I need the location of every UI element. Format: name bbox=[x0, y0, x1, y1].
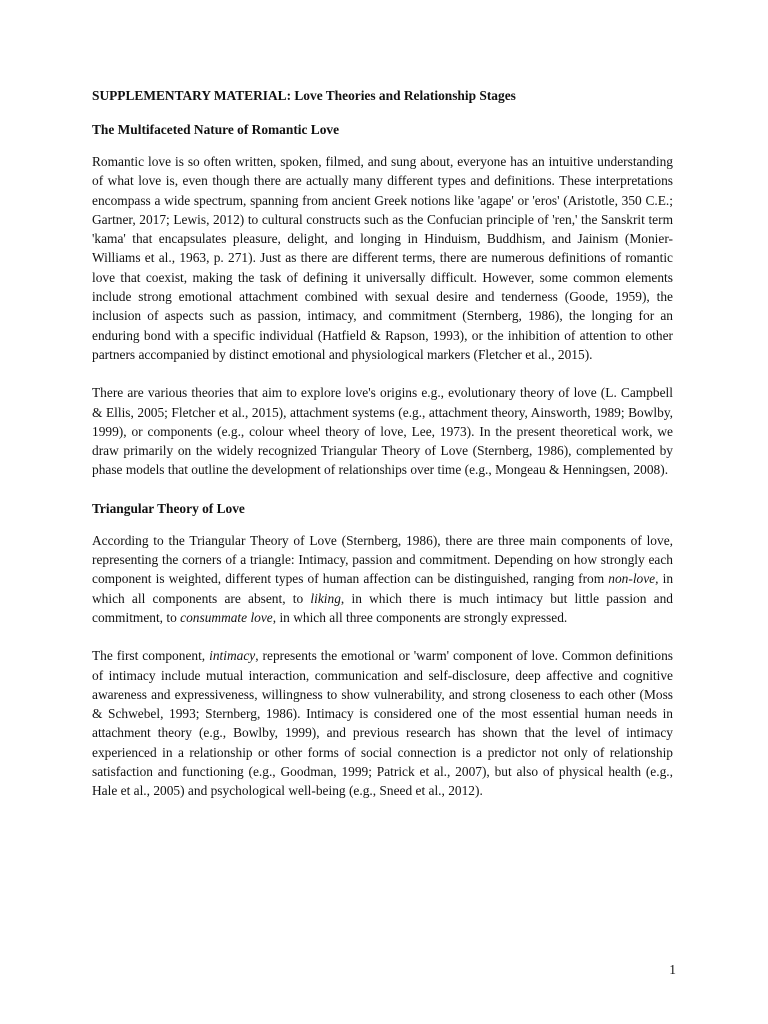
text-run: The first component, bbox=[92, 648, 210, 664]
paragraph-intimacy bbox=[92, 646, 673, 800]
term-non-love: non-love, bbox=[608, 571, 659, 587]
document-title: SUPPLEMENTARY MATERIAL: Love Theories and Relationship Stages bbox=[92, 88, 516, 103]
page-number: 1 bbox=[669, 962, 676, 977]
section-heading-triangular: Triangular Theory of Love bbox=[92, 500, 245, 516]
text-run: , in which there is much intimacy but little passion and commitment, to bbox=[92, 590, 673, 625]
paragraph-triangular-components bbox=[92, 531, 673, 627]
text-run: , in which all three components are strongly expressed. bbox=[272, 609, 568, 625]
paragraph-theories: There are various theories that aim to explore love's origins e.g., evolutionary theory of love (L. Campbell & Ellis, 2005; Fletcher et al., 2015), attachment systems (e.g., attachment theory, Ainsworth, 1989; Bowlby, 1999), or components (e.g., colour wheel theory of love, Lee, 1973). In the present theoretical work, we draw primarily on the widely recognized Triangular Theory of Love (Sternberg, 1986), complemented by phase models that outline the development of relationships over time (e.g., Mongeau & Henningsen, 2008). bbox=[92, 385, 673, 478]
paragraph-romantic-love: Romantic love is so often written, spoken, filmed, and sung about, everyone has an intuitive understanding of what love is, even though there are actually many different types and definitions. These interpretations encompass a wide spectrum, spanning from ancient Greek notions like 'agape' or 'eros' (Aristotle, 350 C.E.; Gartner, 2017; Lewis, 2012) to cultural constructs such as the Confucian principle of 'ren,' the Sanskrit term 'kama' that encapsulates pleasure, delight, and longing in Hinduism, Buddhism, and Jainism (Monier-Williams et al., 1963, p. 271). Just as there are different terms, there are numerous definitions of romantic love that coexist, making the task of defining it universally difficult. However, some common elements include strong emotional attachment combined with sexual desire and tenderness (Goode, 1959), the inclusion of aspects such as passion, intimacy, and commitment (Sternberg, 1986), the longing for an enduring bond with a specific individual (Hatfield & Rapson, 1993), or the inhibition of attention to other partners accompanied by distinct emotional and physiological markers (Fletcher et al., 2015). bbox=[92, 154, 673, 362]
text-run: in which all components are absent, to bbox=[92, 571, 674, 606]
text-run: According to the Triangular Theory of Love (Sternberg, 1986), there are three main components of love, representing the corners of a triangle: Intimacy, passion and commitment. Depending on how strongly each component is weighted, different types of human affection can be distinguished, ranging from bbox=[92, 532, 673, 587]
term-consummate-love: consummate love bbox=[180, 609, 273, 625]
term-intimacy: intimacy bbox=[209, 648, 256, 664]
section-heading-multifaceted: The Multifaceted Nature of Romantic Love bbox=[92, 122, 340, 137]
text-run: , represents the emotional or 'warm' component of love. Common definitions of intimacy include mutual interaction, communication and self-disclosure, deep affective and cognitive awareness and expressiveness, willingness to show vulnerability, and strong closeness to each other (Moss & Schwebel, 1993; Sternberg, 1986). Intimacy is considered one of the most essential human needs in attachment theory (e.g., Bowlby, 1999), and previous research has shown that the level of intimacy experienced in a relationship or other forms of social connection is a predictor not only of relationship satisfaction and functioning (e.g., Goodman, 1999; Patrick et al., 2007), but also of physical health (e.g., Hale et al., 2005) and psychological well-being (e.g., Sneed et al., 2012). bbox=[92, 648, 674, 799]
term-liking: liking bbox=[310, 590, 341, 606]
document-body bbox=[92, 86, 673, 820]
